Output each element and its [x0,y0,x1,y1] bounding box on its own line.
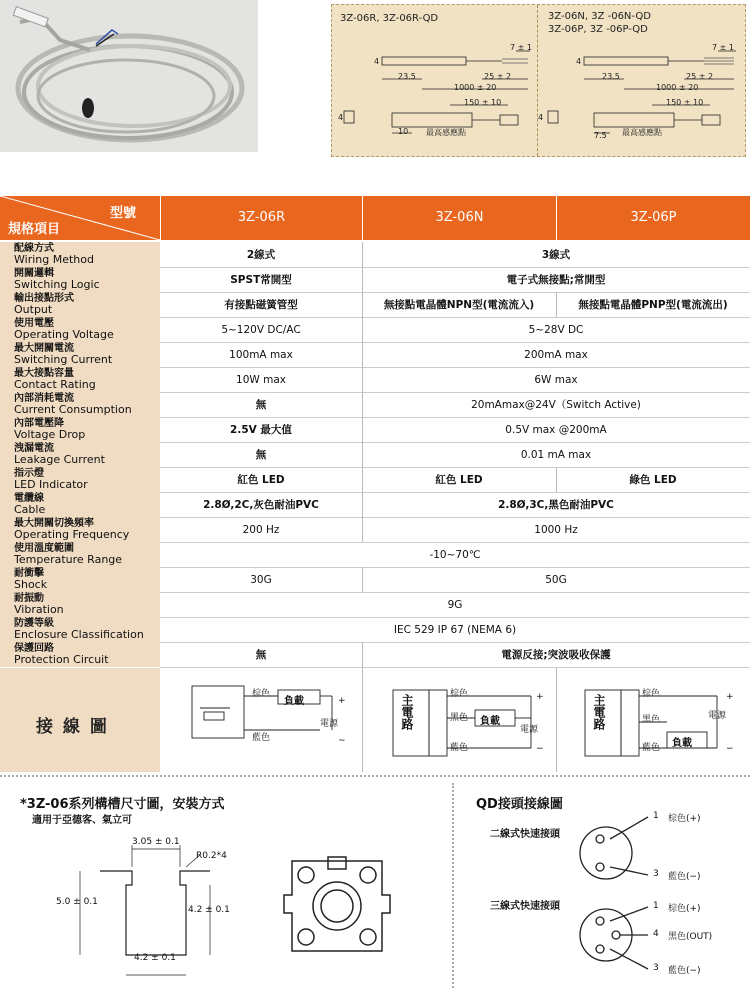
dim-label: 4 [374,57,380,66]
spec-value-np: 6W max [534,373,578,386]
spec-value-np: 0.01 mA max [520,448,592,461]
dim-label: 7 ± 1 [510,43,532,52]
spec-row-label [0,317,160,342]
spec-row-label [0,417,160,442]
spec-value-r: 2.8Ø,2C,灰色耐油PVC [203,499,319,511]
dim-left: 5.0 ± 0.1 [56,897,98,907]
spec-label-zh: 配線方式 [14,243,54,254]
right-model-title-1: 3Z-06N, 3Z -06N-QD [548,11,651,22]
spec-label-zh: 洩漏電流 [14,443,54,454]
main-circuit-label-p: 主電路 [592,694,606,730]
header-col-r [161,196,362,240]
wiring-diagram-row [0,668,750,772]
dim-radius: R0.2*4 [196,851,227,861]
spec-row-label [0,267,160,292]
dim-label: 25 ± 2 [484,72,512,81]
spec-row-label [0,492,160,517]
spec-value-np: 3線式 [541,249,571,261]
wire-black-label: 黑色 [642,715,661,725]
spec-row [0,367,750,393]
spec-value-np: 5~28V DC [528,323,584,336]
dim-label: 150 ± 10 [464,98,502,107]
sensor-cable-image [0,0,258,152]
spec-value-np: 電子式無接點;常開型 [506,274,606,286]
pin-number: 3 [653,963,659,973]
spec-row-label [0,467,160,492]
spec-value-n: 無接點電晶體NPN型(電流流入) [383,299,535,311]
spec-label-zh: 保護回路 [14,643,54,654]
spec-value-p: 無接點電晶體PNP型(電流流出) [578,299,728,311]
dim-label: 4 [576,57,582,66]
spec-row [0,592,750,618]
dim-label: 10 [398,127,409,136]
spec-row [0,642,750,668]
spec-row-label [0,642,160,667]
spec-value-r: 紅色 LED [237,474,285,486]
spec-value-r: 30G [250,573,272,586]
pin-number: 3 [653,869,659,879]
spec-label-en: Protection Circuit [14,653,109,666]
spec-label-en: Operating Voltage [14,328,114,341]
spec-row [0,417,750,443]
dim-label: 23.5 [602,72,620,81]
spec-row-label [0,367,160,392]
spec-value-r: 有接點磁簧管型 [224,299,298,311]
load-label: 負載 [284,696,304,707]
plus-label: + [536,692,544,702]
spec-label-en: Leakage Current [14,453,105,466]
dim-label: 1000 ± 20 [454,83,497,92]
spec-row-label [0,542,160,567]
dim-label: 150 ± 10 [666,98,704,107]
spec-row [0,542,750,568]
wiring-title: 接 線 圖 [36,717,109,737]
left-model-title: 3Z-06R, 3Z-06R-QD [340,13,439,24]
spec-label-en: Shock [14,578,48,591]
spec-value-r: 5~120V DC/AC [221,323,301,336]
dimension-drawing-panel [331,4,746,157]
spec-row [0,292,750,318]
spec-row [0,317,750,343]
spec-row [0,342,750,368]
spec-label-en: Contact Rating [14,378,96,391]
spec-row [0,617,750,643]
spec-label-zh: 防護等級 [14,618,54,629]
product-photo [0,0,258,152]
spec-label-en: LED Indicator [14,478,88,491]
dim-label: 7.5 [594,131,607,140]
qd-title: QD接頭接線圖 [476,797,563,812]
pin-label: 藍色(−) [668,966,701,976]
spec-label-zh: 耐衝擊 [14,568,44,579]
spec-value-np: 2.8Ø,3C,黑色耐油PVC [498,499,614,511]
spec-value-np: 20mAmax@24V（Switch Active) [471,399,641,411]
spec-row-label [0,342,160,367]
dim-bottom: 4.2 ± 0.1 [134,953,176,963]
wire-brown-label: 棕色 [450,689,469,699]
pin-label: 棕色(+) [668,904,701,914]
minus-label: − [726,744,734,754]
bottom-section [0,775,750,992]
pin-number: 1 [653,901,659,911]
wire-black-label: 黑色 [450,713,469,723]
two-wire-label: 二線式快速接頭 [490,829,560,840]
spec-row-label [0,292,160,317]
wire-blue-label: 藍色 [642,743,661,753]
minus-label: − [536,744,544,754]
spec-value-np: 0.5V max @200mA [505,423,607,436]
spec-row [0,492,750,518]
spec-row [0,567,750,593]
groove-subtitle: 適用于亞德客、氣立可 [32,815,132,826]
spec-value-n: 紅色 LED [435,474,483,486]
spec-label-zh: 內部電壓降 [14,418,64,429]
dim-label: 4 [538,113,544,122]
dim-right: 4.2 ± 0.1 [188,905,230,915]
model-label: 型號 [110,206,137,221]
spec-label-zh: 最大開關電流 [14,343,74,354]
dim-label: 4 [338,113,344,122]
spec-value-r: 100mA max [229,348,293,361]
spec-value-r: 10W max [236,373,286,386]
spec-row [0,517,750,543]
wire-brown-label: 棕色 [642,689,661,699]
header-col-p-label: 3Z-06P [630,210,677,225]
header-spec-cell [0,196,160,240]
right-model-title-2: 3Z-06P, 3Z -06P-QD [548,24,648,35]
spec-label-en: Current Consumption [14,403,132,416]
spec-row [0,267,750,293]
spec-label-zh: 輸出接點形式 [14,293,74,304]
spec-label-zh: 最大開關切換頻率 [14,518,94,529]
spec-label-zh: 最大接點容量 [14,368,74,379]
power-label: 電源 [320,719,339,729]
dim-label: 1000 ± 20 [656,83,699,92]
plus-label: + [338,696,346,706]
three-wire-label: 三線式快速接頭 [490,901,560,912]
spec-label-zh: 使用電壓 [14,318,54,329]
spec-row-label [0,442,160,467]
spec-value-p: 綠色 LED [629,474,677,486]
pin-label: 棕色(+) [668,814,701,824]
dim-label: 25 ± 2 [686,72,714,81]
pin-number: 4 [653,929,659,939]
power-label: 電源 [708,711,727,721]
spec-row [0,242,750,268]
spec-value-r: 無 [255,399,267,411]
spec-value-r: 無 [255,649,267,661]
header-col-n [363,196,556,240]
load-label: 負載 [480,716,500,727]
spec-label-en: Vibration [14,603,64,616]
spec-row-label [0,517,160,542]
main-circuit-label-n: 主電路 [400,694,414,730]
spec-value-r: 2.5V 最大值 [230,424,292,436]
dim-label: 7 ± 1 [712,43,734,52]
wire-brown-label: 棕色 [252,689,271,699]
spec-value-all: 9G [447,598,463,611]
spec-label-en: Cable [14,503,46,516]
spec-value-r: SPST常開型 [230,274,292,286]
wire-blue-label: 藍色 [252,733,271,743]
spec-label-en: Wiring Method [14,253,94,266]
spec-label-en: Operating Frequency [14,528,130,541]
spec-label-en: Voltage Drop [14,428,86,441]
spec-label-en: Enclosure Classification [14,628,144,641]
spec-value-all: -10~70℃ [429,548,481,561]
pin-label: 黑色(OUT) [668,932,713,942]
spec-value-all: IEC 529 IP 67 (NEMA 6) [393,623,517,636]
header-col-r-label: 3Z-06R [237,210,286,225]
spec-row [0,467,750,493]
load-label: 負載 [672,738,692,749]
spec-label-en: Output [14,303,53,316]
spec-label: 規格項目 [8,222,61,237]
spec-value-r: 200 Hz [242,523,280,536]
dim-label: 最高感應點 [622,128,662,137]
spec-table-body [0,242,750,668]
plus-label: + [726,692,734,702]
spec-row [0,392,750,418]
spec-row-label [0,592,160,617]
dim-label: 最高感應點 [426,128,466,137]
spec-label-en: Switching Logic [14,278,100,291]
header-col-n-label: 3Z-06N [435,210,484,225]
spec-row [0,442,750,468]
spec-label-zh: 內部消耗電流 [14,393,74,404]
groove-drawing [60,827,420,992]
spec-label-zh: 耐振動 [14,593,44,604]
spec-label-zh: 使用溫度範圍 [14,543,74,554]
wire-blue-label: 藍色 [450,743,469,753]
pin-number: 1 [653,811,659,821]
spec-value-np: 1000 Hz [534,523,578,536]
spec-label-zh: 開關邏輯 [14,268,54,279]
spec-label-zh: 指示燈 [14,468,44,479]
header-col-p [557,196,750,240]
spec-label-zh: 電纜線 [14,493,44,504]
dim-label: 23.5 [398,72,416,81]
spec-row-label [0,617,160,642]
power-label: 電源 [520,725,539,735]
pin-label: 藍色(−) [668,872,701,882]
spec-label-en: Temperature Range [14,553,123,566]
spec-value-np: 電源反接;突波吸收保護 [501,649,611,661]
spec-row-label [0,567,160,592]
spec-value-r: 2線式 [246,249,276,261]
spec-label-en: Switching Current [14,353,113,366]
spec-value-np: 50G [545,573,567,586]
spec-value-r: 無 [255,449,267,461]
spec-value-np: 200mA max [524,348,588,361]
dimension-lines [332,5,745,156]
spec-row-label [0,392,160,417]
spec-row-label [0,242,160,267]
ac-label: ~ [338,736,346,746]
dim-top: 3.05 ± 0.1 [132,837,180,847]
groove-title: *3Z-06系列構槽尺寸圖，安裝方式 [20,797,225,812]
